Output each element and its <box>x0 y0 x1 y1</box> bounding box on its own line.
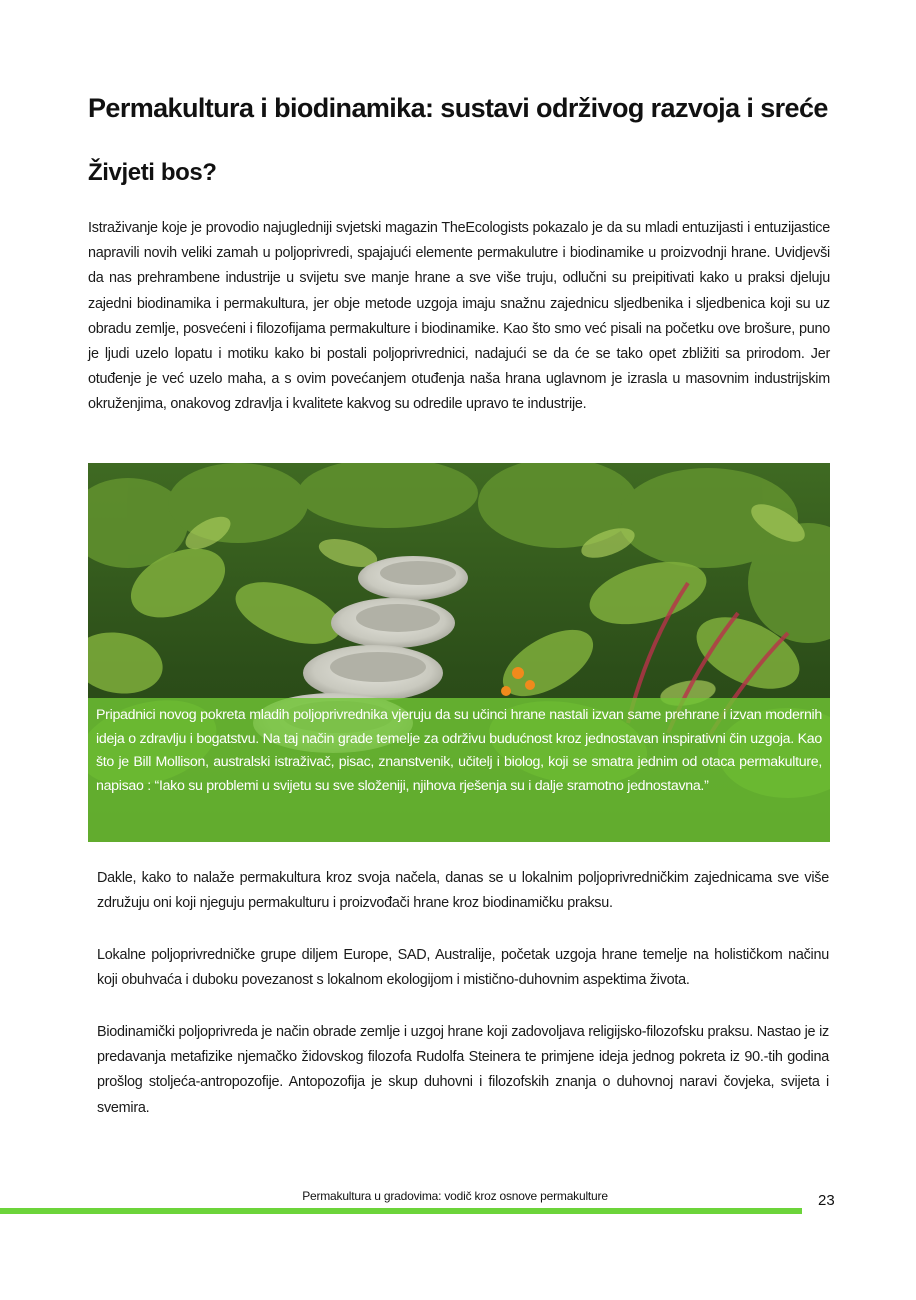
footer-rule <box>0 1208 802 1214</box>
footer-title: Permakultura u gradovima: vodič kroz osnove permakulture <box>302 1189 608 1203</box>
photo-caption <box>88 698 830 842</box>
page-number: 23 <box>818 1192 835 1209</box>
paragraph-permakultura: Dakle, kako to nalaže permakultura kroz svoja načela, danas se u lokalnim poljoprivredničkim zajednicama sve više združuju oni koji njeguju permakulturu i proizvođači hrane kroz biodinamičku praksu. <box>97 870 829 912</box>
intro-paragraph: Istraživanje koje je provodio najugledniji svjetski magazin TheEcologists pokazalo je da su mladi entuzijasti i entuzijastice napravili novih veliki zamah u poljoprivredi, spajajući elemente permakulutre i biodinamike u proizvodnji hrane. Uvidjevši da nas prehrambene industrije u svijetu sve manje hrane a sve više truju, odlučni su preipitivati kako u praksi djeluju zajedni biodinamika i permakultura, jer obje metode uzgoja imaju snažnu zajednicu sljedbenika i sljedbenica koji su uz obradu zemlje, posvećeni i filozofijama permakulture i biodinamike. Kao što smo već pisali na početku ove brošure, puno je ljudi uzelo lopatu i motiku kako bi postali poljoprivrednici, nadajući se da će se tako opet zbližiti sa prirodom. Jer otuđenje je već uzelo maha, a s ovim povećanjem otuđenja naša hrana uglavnom je izrasla u masovnim industrijskim okruženjima, onakovog zdravlja i kvalitete kakvog su odredile upravo te industrije. <box>88 220 830 413</box>
caption-text: Pripadnici novog pokreta mladih poljoprivrednika vjeruju da su učinci hrane nastali izvan same prehrane i izvan modernih ideja o zdravlju i bogatstvu. Na taj način grade temelje za održivu budućnost kroz jednostavan inspirativni čin uzgoja. Kao što je Bill Mollison, australski istraživač, pisac, znanstvenik, učitelj i biolog, koji se smatra jednim od otaca permakulture, napisao : “Iako su problemi u svijetu su sve složeniji, njihova rješenja su i dalje sramotno jednostavna.” <box>96 707 822 794</box>
garden-figure <box>88 463 830 842</box>
paragraph-lokalne-grupe: Lokalne poljoprivredničke grupe diljem Europe, SAD, Australije, početak uzgoja hrane temelje na holističkom načinu koji obuhvaća i duboku povezanost s lokalnom ekologijom i mistično-duhovnim aspektima života. <box>97 947 829 989</box>
page-title: Permakultura i biodinamika: sustavi održivog razvoja i sreće <box>88 93 828 123</box>
section-title: Živjeti bos? <box>88 159 217 186</box>
paragraph-biodinamika: Biodinamički poljoprivreda je način obrade zemlje i uzgoj hrane koji zadovoljava religijsko-filozofsku praksu. Nastao je iz predavanja metafizike njemačko židovskog filozofa Rudolfa Steinera te primjene ideja jednog pokreta iz 90.-tih godina prošlog stoljeća-antropozofije. Antopozofija je skup duhovni i filozofskih znanja o duhovnoj naravi čovjeka, svijeta i svemira. <box>97 1024 829 1116</box>
